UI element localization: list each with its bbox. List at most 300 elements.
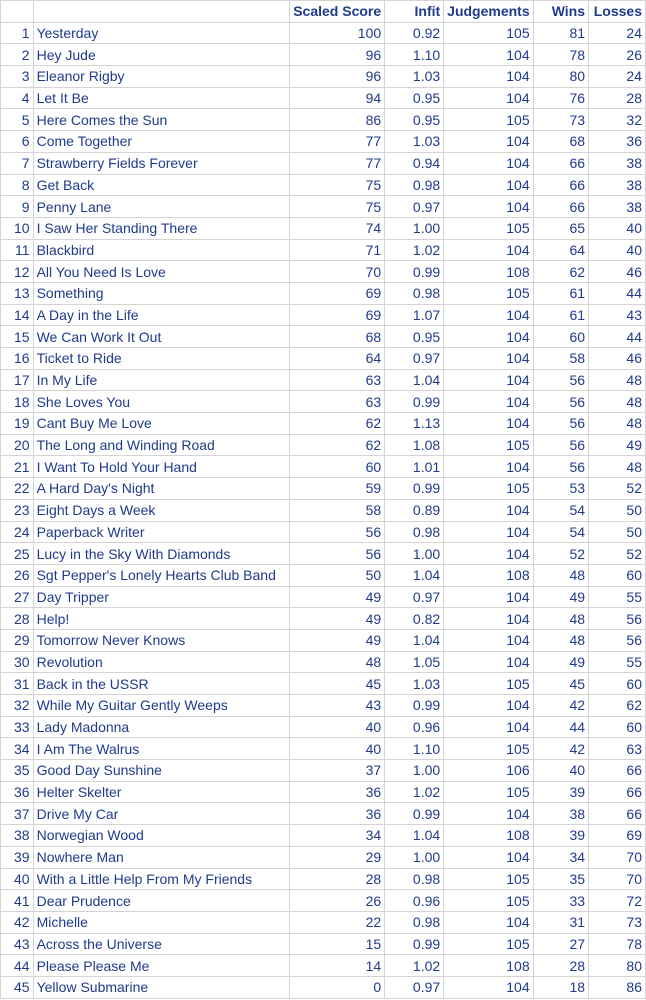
judgements-cell[interactable]: 104 bbox=[444, 716, 533, 738]
judgements-cell[interactable]: 104 bbox=[444, 369, 533, 391]
rank-cell[interactable]: 26 bbox=[1, 564, 34, 586]
infit-cell[interactable]: 1.10 bbox=[385, 738, 444, 760]
judgements-cell[interactable]: 104 bbox=[444, 695, 533, 717]
scaled-score-cell[interactable]: 15 bbox=[290, 933, 385, 955]
title-cell[interactable]: Yesterday bbox=[33, 22, 290, 44]
infit-cell[interactable]: 0.97 bbox=[385, 586, 444, 608]
wins-cell[interactable]: 65 bbox=[533, 217, 588, 239]
losses-cell[interactable]: 62 bbox=[589, 695, 646, 717]
losses-cell[interactable]: 56 bbox=[589, 608, 646, 630]
wins-cell[interactable]: 68 bbox=[533, 131, 588, 153]
scaled-score-cell[interactable]: 45 bbox=[290, 673, 385, 695]
infit-cell[interactable]: 1.04 bbox=[385, 369, 444, 391]
losses-cell[interactable]: 32 bbox=[589, 109, 646, 131]
rank-cell[interactable]: 32 bbox=[1, 695, 34, 717]
rank-cell[interactable]: 45 bbox=[1, 976, 34, 998]
infit-cell[interactable]: 0.95 bbox=[385, 326, 444, 348]
losses-cell[interactable]: 66 bbox=[589, 803, 646, 825]
scaled-score-cell[interactable]: 96 bbox=[290, 66, 385, 88]
scaled-score-cell[interactable]: 56 bbox=[290, 521, 385, 543]
scaled-score-cell[interactable]: 77 bbox=[290, 131, 385, 153]
judgements-cell[interactable]: 108 bbox=[444, 825, 533, 847]
title-cell[interactable]: Here Comes the Sun bbox=[33, 109, 290, 131]
wins-cell[interactable]: 78 bbox=[533, 44, 588, 66]
losses-cell[interactable]: 60 bbox=[589, 564, 646, 586]
infit-cell[interactable]: 1.05 bbox=[385, 651, 444, 673]
rank-cell[interactable]: 43 bbox=[1, 933, 34, 955]
scaled-score-cell[interactable]: 49 bbox=[290, 608, 385, 630]
scaled-score-cell[interactable]: 62 bbox=[290, 434, 385, 456]
title-cell[interactable]: Strawberry Fields Forever bbox=[33, 152, 290, 174]
infit-cell[interactable]: 0.95 bbox=[385, 109, 444, 131]
rank-cell[interactable]: 3 bbox=[1, 66, 34, 88]
infit-cell[interactable]: 0.99 bbox=[385, 391, 444, 413]
judgements-cell[interactable]: 104 bbox=[444, 911, 533, 933]
judgements-cell[interactable]: 104 bbox=[444, 586, 533, 608]
infit-cell[interactable]: 1.00 bbox=[385, 760, 444, 782]
title-cell[interactable]: A Day in the Life bbox=[33, 304, 290, 326]
infit-cell[interactable]: 1.04 bbox=[385, 825, 444, 847]
losses-cell[interactable]: 73 bbox=[589, 911, 646, 933]
scaled-score-cell[interactable]: 70 bbox=[290, 261, 385, 283]
header-judgements[interactable]: Judgements bbox=[444, 1, 533, 23]
judgements-cell[interactable]: 104 bbox=[444, 651, 533, 673]
wins-cell[interactable]: 73 bbox=[533, 109, 588, 131]
judgements-cell[interactable]: 104 bbox=[444, 44, 533, 66]
title-cell[interactable]: Let It Be bbox=[33, 87, 290, 109]
losses-cell[interactable]: 66 bbox=[589, 781, 646, 803]
title-cell[interactable]: I Am The Walrus bbox=[33, 738, 290, 760]
infit-cell[interactable]: 0.99 bbox=[385, 803, 444, 825]
losses-cell[interactable]: 38 bbox=[589, 174, 646, 196]
wins-cell[interactable]: 64 bbox=[533, 239, 588, 261]
rank-cell[interactable]: 23 bbox=[1, 499, 34, 521]
header-title-cell[interactable] bbox=[33, 1, 290, 23]
wins-cell[interactable]: 66 bbox=[533, 196, 588, 218]
losses-cell[interactable]: 48 bbox=[589, 369, 646, 391]
losses-cell[interactable]: 72 bbox=[589, 890, 646, 912]
infit-cell[interactable]: 0.97 bbox=[385, 976, 444, 998]
rank-cell[interactable]: 36 bbox=[1, 781, 34, 803]
judgements-cell[interactable]: 106 bbox=[444, 760, 533, 782]
judgements-cell[interactable]: 105 bbox=[444, 22, 533, 44]
losses-cell[interactable]: 48 bbox=[589, 413, 646, 435]
wins-cell[interactable]: 61 bbox=[533, 282, 588, 304]
wins-cell[interactable]: 80 bbox=[533, 66, 588, 88]
header-wins[interactable]: Wins bbox=[533, 1, 588, 23]
infit-cell[interactable]: 1.00 bbox=[385, 846, 444, 868]
wins-cell[interactable]: 31 bbox=[533, 911, 588, 933]
rank-cell[interactable]: 5 bbox=[1, 109, 34, 131]
judgements-cell[interactable]: 104 bbox=[444, 543, 533, 565]
judgements-cell[interactable]: 105 bbox=[444, 781, 533, 803]
judgements-cell[interactable]: 104 bbox=[444, 391, 533, 413]
title-cell[interactable]: Please Please Me bbox=[33, 955, 290, 977]
infit-cell[interactable]: 0.96 bbox=[385, 890, 444, 912]
rank-cell[interactable]: 39 bbox=[1, 846, 34, 868]
scaled-score-cell[interactable]: 63 bbox=[290, 369, 385, 391]
scaled-score-cell[interactable]: 75 bbox=[290, 196, 385, 218]
wins-cell[interactable]: 58 bbox=[533, 348, 588, 370]
scaled-score-cell[interactable]: 74 bbox=[290, 217, 385, 239]
scaled-score-cell[interactable]: 56 bbox=[290, 543, 385, 565]
title-cell[interactable]: Sgt Pepper's Lonely Hearts Club Band bbox=[33, 564, 290, 586]
infit-cell[interactable]: 1.02 bbox=[385, 781, 444, 803]
scaled-score-cell[interactable]: 58 bbox=[290, 499, 385, 521]
losses-cell[interactable]: 40 bbox=[589, 217, 646, 239]
losses-cell[interactable]: 40 bbox=[589, 239, 646, 261]
rank-cell[interactable]: 31 bbox=[1, 673, 34, 695]
judgements-cell[interactable]: 108 bbox=[444, 261, 533, 283]
title-cell[interactable]: Revolution bbox=[33, 651, 290, 673]
losses-cell[interactable]: 55 bbox=[589, 586, 646, 608]
rank-cell[interactable]: 1 bbox=[1, 22, 34, 44]
judgements-cell[interactable]: 108 bbox=[444, 955, 533, 977]
rank-cell[interactable]: 17 bbox=[1, 369, 34, 391]
judgements-cell[interactable]: 104 bbox=[444, 304, 533, 326]
rank-cell[interactable]: 10 bbox=[1, 217, 34, 239]
title-cell[interactable]: While My Guitar Gently Weeps bbox=[33, 695, 290, 717]
rank-cell[interactable]: 9 bbox=[1, 196, 34, 218]
infit-cell[interactable]: 0.99 bbox=[385, 478, 444, 500]
losses-cell[interactable]: 24 bbox=[589, 22, 646, 44]
losses-cell[interactable]: 70 bbox=[589, 868, 646, 890]
scaled-score-cell[interactable]: 28 bbox=[290, 868, 385, 890]
title-cell[interactable]: Blackbird bbox=[33, 239, 290, 261]
scaled-score-cell[interactable]: 40 bbox=[290, 716, 385, 738]
infit-cell[interactable]: 0.92 bbox=[385, 22, 444, 44]
infit-cell[interactable]: 0.82 bbox=[385, 608, 444, 630]
title-cell[interactable]: All You Need Is Love bbox=[33, 261, 290, 283]
losses-cell[interactable]: 60 bbox=[589, 716, 646, 738]
judgements-cell[interactable]: 105 bbox=[444, 109, 533, 131]
rank-cell[interactable]: 38 bbox=[1, 825, 34, 847]
scaled-score-cell[interactable]: 43 bbox=[290, 695, 385, 717]
wins-cell[interactable]: 39 bbox=[533, 825, 588, 847]
wins-cell[interactable]: 66 bbox=[533, 152, 588, 174]
header-losses[interactable]: Losses bbox=[589, 1, 646, 23]
losses-cell[interactable]: 44 bbox=[589, 326, 646, 348]
title-cell[interactable]: Tomorrow Never Knows bbox=[33, 629, 290, 651]
title-cell[interactable]: We Can Work It Out bbox=[33, 326, 290, 348]
wins-cell[interactable]: 35 bbox=[533, 868, 588, 890]
losses-cell[interactable]: 56 bbox=[589, 629, 646, 651]
wins-cell[interactable]: 39 bbox=[533, 781, 588, 803]
scaled-score-cell[interactable]: 60 bbox=[290, 456, 385, 478]
infit-cell[interactable]: 1.01 bbox=[385, 456, 444, 478]
wins-cell[interactable]: 61 bbox=[533, 304, 588, 326]
rank-cell[interactable]: 22 bbox=[1, 478, 34, 500]
title-cell[interactable]: Something bbox=[33, 282, 290, 304]
infit-cell[interactable]: 0.94 bbox=[385, 152, 444, 174]
title-cell[interactable]: Paperback Writer bbox=[33, 521, 290, 543]
scaled-score-cell[interactable]: 75 bbox=[290, 174, 385, 196]
judgements-cell[interactable]: 104 bbox=[444, 846, 533, 868]
wins-cell[interactable]: 54 bbox=[533, 521, 588, 543]
rank-cell[interactable]: 30 bbox=[1, 651, 34, 673]
title-cell[interactable]: Come Together bbox=[33, 131, 290, 153]
rank-cell[interactable]: 27 bbox=[1, 586, 34, 608]
title-cell[interactable]: In My Life bbox=[33, 369, 290, 391]
wins-cell[interactable]: 56 bbox=[533, 391, 588, 413]
title-cell[interactable]: Good Day Sunshine bbox=[33, 760, 290, 782]
judgements-cell[interactable]: 104 bbox=[444, 87, 533, 109]
judgements-cell[interactable]: 105 bbox=[444, 933, 533, 955]
header-infit[interactable]: Infit bbox=[385, 1, 444, 23]
scaled-score-cell[interactable]: 26 bbox=[290, 890, 385, 912]
title-cell[interactable]: Hey Jude bbox=[33, 44, 290, 66]
judgements-cell[interactable]: 104 bbox=[444, 66, 533, 88]
judgements-cell[interactable]: 104 bbox=[444, 608, 533, 630]
title-cell[interactable]: Help! bbox=[33, 608, 290, 630]
title-cell[interactable]: Ticket to Ride bbox=[33, 348, 290, 370]
infit-cell[interactable]: 1.04 bbox=[385, 629, 444, 651]
wins-cell[interactable]: 76 bbox=[533, 87, 588, 109]
title-cell[interactable]: Lucy in the Sky With Diamonds bbox=[33, 543, 290, 565]
infit-cell[interactable]: 0.98 bbox=[385, 282, 444, 304]
losses-cell[interactable]: 63 bbox=[589, 738, 646, 760]
rank-cell[interactable]: 25 bbox=[1, 543, 34, 565]
rank-cell[interactable]: 4 bbox=[1, 87, 34, 109]
rank-cell[interactable]: 34 bbox=[1, 738, 34, 760]
infit-cell[interactable]: 1.03 bbox=[385, 673, 444, 695]
judgements-cell[interactable]: 104 bbox=[444, 326, 533, 348]
scaled-score-cell[interactable]: 59 bbox=[290, 478, 385, 500]
scaled-score-cell[interactable]: 69 bbox=[290, 304, 385, 326]
title-cell[interactable]: The Long and Winding Road bbox=[33, 434, 290, 456]
judgements-cell[interactable]: 105 bbox=[444, 478, 533, 500]
infit-cell[interactable]: 1.02 bbox=[385, 239, 444, 261]
infit-cell[interactable]: 0.97 bbox=[385, 196, 444, 218]
wins-cell[interactable]: 18 bbox=[533, 976, 588, 998]
title-cell[interactable]: Michelle bbox=[33, 911, 290, 933]
wins-cell[interactable]: 81 bbox=[533, 22, 588, 44]
wins-cell[interactable]: 56 bbox=[533, 413, 588, 435]
judgements-cell[interactable]: 104 bbox=[444, 803, 533, 825]
scaled-score-cell[interactable]: 63 bbox=[290, 391, 385, 413]
scaled-score-cell[interactable]: 71 bbox=[290, 239, 385, 261]
losses-cell[interactable]: 48 bbox=[589, 391, 646, 413]
wins-cell[interactable]: 66 bbox=[533, 174, 588, 196]
wins-cell[interactable]: 44 bbox=[533, 716, 588, 738]
scaled-score-cell[interactable]: 22 bbox=[290, 911, 385, 933]
scaled-score-cell[interactable]: 14 bbox=[290, 955, 385, 977]
scaled-score-cell[interactable]: 100 bbox=[290, 22, 385, 44]
judgements-cell[interactable]: 105 bbox=[444, 890, 533, 912]
infit-cell[interactable]: 1.00 bbox=[385, 217, 444, 239]
infit-cell[interactable]: 0.96 bbox=[385, 716, 444, 738]
rank-cell[interactable]: 18 bbox=[1, 391, 34, 413]
scaled-score-cell[interactable]: 64 bbox=[290, 348, 385, 370]
title-cell[interactable]: Cant Buy Me Love bbox=[33, 413, 290, 435]
title-cell[interactable]: Helter Skelter bbox=[33, 781, 290, 803]
scaled-score-cell[interactable]: 49 bbox=[290, 586, 385, 608]
rank-cell[interactable]: 12 bbox=[1, 261, 34, 283]
judgements-cell[interactable]: 105 bbox=[444, 282, 533, 304]
header-scaled-score[interactable]: Scaled Score bbox=[290, 1, 385, 23]
title-cell[interactable]: Drive My Car bbox=[33, 803, 290, 825]
losses-cell[interactable]: 52 bbox=[589, 543, 646, 565]
judgements-cell[interactable]: 104 bbox=[444, 629, 533, 651]
losses-cell[interactable]: 36 bbox=[589, 131, 646, 153]
rank-cell[interactable]: 37 bbox=[1, 803, 34, 825]
rank-cell[interactable]: 6 bbox=[1, 131, 34, 153]
losses-cell[interactable]: 50 bbox=[589, 499, 646, 521]
wins-cell[interactable]: 42 bbox=[533, 738, 588, 760]
rank-cell[interactable]: 35 bbox=[1, 760, 34, 782]
wins-cell[interactable]: 48 bbox=[533, 629, 588, 651]
losses-cell[interactable]: 26 bbox=[589, 44, 646, 66]
losses-cell[interactable]: 60 bbox=[589, 673, 646, 695]
wins-cell[interactable]: 45 bbox=[533, 673, 588, 695]
title-cell[interactable]: Penny Lane bbox=[33, 196, 290, 218]
judgements-cell[interactable]: 108 bbox=[444, 564, 533, 586]
scaled-score-cell[interactable]: 48 bbox=[290, 651, 385, 673]
rank-cell[interactable]: 41 bbox=[1, 890, 34, 912]
infit-cell[interactable]: 1.03 bbox=[385, 66, 444, 88]
rank-cell[interactable]: 40 bbox=[1, 868, 34, 890]
title-cell[interactable]: A Hard Day's Night bbox=[33, 478, 290, 500]
infit-cell[interactable]: 0.98 bbox=[385, 911, 444, 933]
wins-cell[interactable]: 54 bbox=[533, 499, 588, 521]
title-cell[interactable]: Across the Universe bbox=[33, 933, 290, 955]
infit-cell[interactable]: 1.07 bbox=[385, 304, 444, 326]
rank-cell[interactable]: 29 bbox=[1, 629, 34, 651]
scaled-score-cell[interactable]: 86 bbox=[290, 109, 385, 131]
judgements-cell[interactable]: 104 bbox=[444, 196, 533, 218]
scaled-score-cell[interactable]: 0 bbox=[290, 976, 385, 998]
judgements-cell[interactable]: 104 bbox=[444, 152, 533, 174]
losses-cell[interactable]: 55 bbox=[589, 651, 646, 673]
title-cell[interactable]: I Want To Hold Your Hand bbox=[33, 456, 290, 478]
title-cell[interactable]: Nowhere Man bbox=[33, 846, 290, 868]
title-cell[interactable]: With a Little Help From My Friends bbox=[33, 868, 290, 890]
losses-cell[interactable]: 66 bbox=[589, 760, 646, 782]
judgements-cell[interactable]: 104 bbox=[444, 499, 533, 521]
losses-cell[interactable]: 44 bbox=[589, 282, 646, 304]
judgements-cell[interactable]: 104 bbox=[444, 521, 533, 543]
scaled-score-cell[interactable]: 94 bbox=[290, 87, 385, 109]
scaled-score-cell[interactable]: 37 bbox=[290, 760, 385, 782]
losses-cell[interactable]: 50 bbox=[589, 521, 646, 543]
wins-cell[interactable]: 62 bbox=[533, 261, 588, 283]
wins-cell[interactable]: 42 bbox=[533, 695, 588, 717]
infit-cell[interactable]: 1.04 bbox=[385, 564, 444, 586]
rank-cell[interactable]: 42 bbox=[1, 911, 34, 933]
wins-cell[interactable]: 27 bbox=[533, 933, 588, 955]
judgements-cell[interactable]: 104 bbox=[444, 174, 533, 196]
title-cell[interactable]: Day Tripper bbox=[33, 586, 290, 608]
losses-cell[interactable]: 24 bbox=[589, 66, 646, 88]
wins-cell[interactable]: 56 bbox=[533, 456, 588, 478]
judgements-cell[interactable]: 104 bbox=[444, 348, 533, 370]
title-cell[interactable]: Back in the USSR bbox=[33, 673, 290, 695]
title-cell[interactable]: Eight Days a Week bbox=[33, 499, 290, 521]
scaled-score-cell[interactable]: 68 bbox=[290, 326, 385, 348]
infit-cell[interactable]: 0.98 bbox=[385, 521, 444, 543]
infit-cell[interactable]: 0.98 bbox=[385, 174, 444, 196]
rank-cell[interactable]: 14 bbox=[1, 304, 34, 326]
title-cell[interactable]: Norwegian Wood bbox=[33, 825, 290, 847]
scaled-score-cell[interactable]: 36 bbox=[290, 803, 385, 825]
rank-cell[interactable]: 2 bbox=[1, 44, 34, 66]
wins-cell[interactable]: 49 bbox=[533, 586, 588, 608]
infit-cell[interactable]: 0.97 bbox=[385, 348, 444, 370]
losses-cell[interactable]: 49 bbox=[589, 434, 646, 456]
losses-cell[interactable]: 46 bbox=[589, 261, 646, 283]
rank-cell[interactable]: 44 bbox=[1, 955, 34, 977]
judgements-cell[interactable]: 104 bbox=[444, 239, 533, 261]
judgements-cell[interactable]: 104 bbox=[444, 456, 533, 478]
scaled-score-cell[interactable]: 96 bbox=[290, 44, 385, 66]
wins-cell[interactable]: 33 bbox=[533, 890, 588, 912]
infit-cell[interactable]: 0.95 bbox=[385, 87, 444, 109]
judgements-cell[interactable]: 104 bbox=[444, 976, 533, 998]
judgements-cell[interactable]: 105 bbox=[444, 738, 533, 760]
losses-cell[interactable]: 52 bbox=[589, 478, 646, 500]
wins-cell[interactable]: 56 bbox=[533, 369, 588, 391]
rank-cell[interactable]: 28 bbox=[1, 608, 34, 630]
judgements-cell[interactable]: 104 bbox=[444, 413, 533, 435]
judgements-cell[interactable]: 104 bbox=[444, 131, 533, 153]
losses-cell[interactable]: 38 bbox=[589, 196, 646, 218]
infit-cell[interactable]: 0.98 bbox=[385, 868, 444, 890]
scaled-score-cell[interactable]: 49 bbox=[290, 629, 385, 651]
scaled-score-cell[interactable]: 29 bbox=[290, 846, 385, 868]
wins-cell[interactable]: 38 bbox=[533, 803, 588, 825]
infit-cell[interactable]: 0.99 bbox=[385, 695, 444, 717]
wins-cell[interactable]: 53 bbox=[533, 478, 588, 500]
losses-cell[interactable]: 46 bbox=[589, 348, 646, 370]
rank-cell[interactable]: 13 bbox=[1, 282, 34, 304]
rank-cell[interactable]: 7 bbox=[1, 152, 34, 174]
judgements-cell[interactable]: 105 bbox=[444, 434, 533, 456]
title-cell[interactable]: Get Back bbox=[33, 174, 290, 196]
scaled-score-cell[interactable]: 69 bbox=[290, 282, 385, 304]
wins-cell[interactable]: 28 bbox=[533, 955, 588, 977]
infit-cell[interactable]: 1.00 bbox=[385, 543, 444, 565]
title-cell[interactable]: I Saw Her Standing There bbox=[33, 217, 290, 239]
judgements-cell[interactable]: 105 bbox=[444, 868, 533, 890]
scaled-score-cell[interactable]: 40 bbox=[290, 738, 385, 760]
wins-cell[interactable]: 48 bbox=[533, 608, 588, 630]
judgements-cell[interactable]: 105 bbox=[444, 217, 533, 239]
losses-cell[interactable]: 86 bbox=[589, 976, 646, 998]
rank-cell[interactable]: 15 bbox=[1, 326, 34, 348]
rank-cell[interactable]: 16 bbox=[1, 348, 34, 370]
wins-cell[interactable]: 56 bbox=[533, 434, 588, 456]
rank-cell[interactable]: 24 bbox=[1, 521, 34, 543]
infit-cell[interactable]: 1.08 bbox=[385, 434, 444, 456]
scaled-score-cell[interactable]: 77 bbox=[290, 152, 385, 174]
title-cell[interactable]: Yellow Submarine bbox=[33, 976, 290, 998]
scaled-score-cell[interactable]: 62 bbox=[290, 413, 385, 435]
wins-cell[interactable]: 40 bbox=[533, 760, 588, 782]
header-rank-cell[interactable] bbox=[1, 1, 34, 23]
judgements-cell[interactable]: 105 bbox=[444, 673, 533, 695]
wins-cell[interactable]: 52 bbox=[533, 543, 588, 565]
infit-cell[interactable]: 0.99 bbox=[385, 933, 444, 955]
losses-cell[interactable]: 43 bbox=[589, 304, 646, 326]
rank-cell[interactable]: 20 bbox=[1, 434, 34, 456]
rank-cell[interactable]: 11 bbox=[1, 239, 34, 261]
losses-cell[interactable]: 38 bbox=[589, 152, 646, 174]
losses-cell[interactable]: 70 bbox=[589, 846, 646, 868]
title-cell[interactable]: Dear Prudence bbox=[33, 890, 290, 912]
title-cell[interactable]: Eleanor Rigby bbox=[33, 66, 290, 88]
wins-cell[interactable]: 34 bbox=[533, 846, 588, 868]
losses-cell[interactable]: 69 bbox=[589, 825, 646, 847]
